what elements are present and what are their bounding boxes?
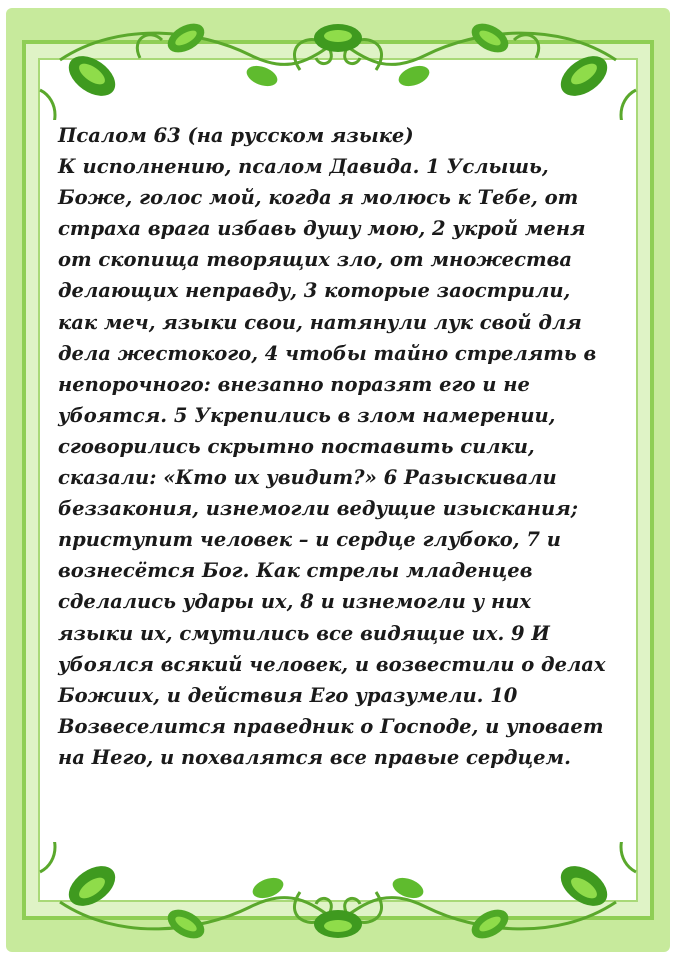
psalm-line: дела жестокого, 4 чтобы тайно стрелять в bbox=[58, 341, 597, 365]
psalm-line: Божиих, и действия Его уразумели. 10 bbox=[58, 683, 518, 707]
leaf-icons bbox=[62, 18, 615, 104]
top-vine-ornament bbox=[0, 0, 676, 120]
psalm-line: убоятся. 5 Укрепились в злом намерении, bbox=[58, 403, 556, 427]
psalm-line: страха врага избавь душу мою, 2 укрой меня bbox=[58, 217, 586, 241]
psalm-line: сделались удары их, 8 и изнемогли у них bbox=[58, 590, 532, 614]
psalm-title: Псалом 63 (на русском языке) bbox=[58, 124, 414, 147]
psalm-line: делающих неправду, 3 которые заострили, bbox=[58, 279, 571, 303]
psalm-text bbox=[58, 120, 628, 773]
psalm-line: вознесётся Бог. Как стрелы младенцев bbox=[58, 559, 533, 583]
psalm-line: сказали: «Кто их увидит?» 6 Разыскивали bbox=[58, 466, 557, 490]
psalm-body bbox=[58, 151, 628, 773]
bottom-vine-ornament bbox=[0, 842, 676, 962]
psalm-line: на Него, и похвалятся все правые сердцем. bbox=[58, 745, 571, 769]
psalm-line: непорочного: внезапно поразят его и не bbox=[58, 372, 530, 396]
psalm-line: беззакония, изнемогли ведущие изыскания; bbox=[58, 497, 578, 521]
psalm-line: Возвеселится праведник о Господе, и уповает bbox=[58, 714, 604, 738]
psalm-line: языки их, смутились все видящие их. 9 И bbox=[58, 621, 550, 645]
psalm-line: убоялся всякий человек, и возвестили о делах bbox=[58, 652, 606, 676]
psalm-line: Боже, голос мой, когда я молюсь к Тебе, от bbox=[58, 186, 579, 210]
leaf-icons bbox=[62, 858, 615, 944]
psalm-line: как меч, языки свои, натянули лук свой для bbox=[58, 310, 582, 334]
psalm-line: приступит человек – и сердце глубоко, 7 и bbox=[58, 528, 561, 552]
psalm-line: К исполнению, псалом Давида. 1 Услышь, bbox=[58, 155, 549, 179]
psalm-line: сговорились скрытно поставить силки, bbox=[58, 434, 535, 458]
psalm-line: от скопища творящих зло, от множества bbox=[58, 248, 573, 272]
